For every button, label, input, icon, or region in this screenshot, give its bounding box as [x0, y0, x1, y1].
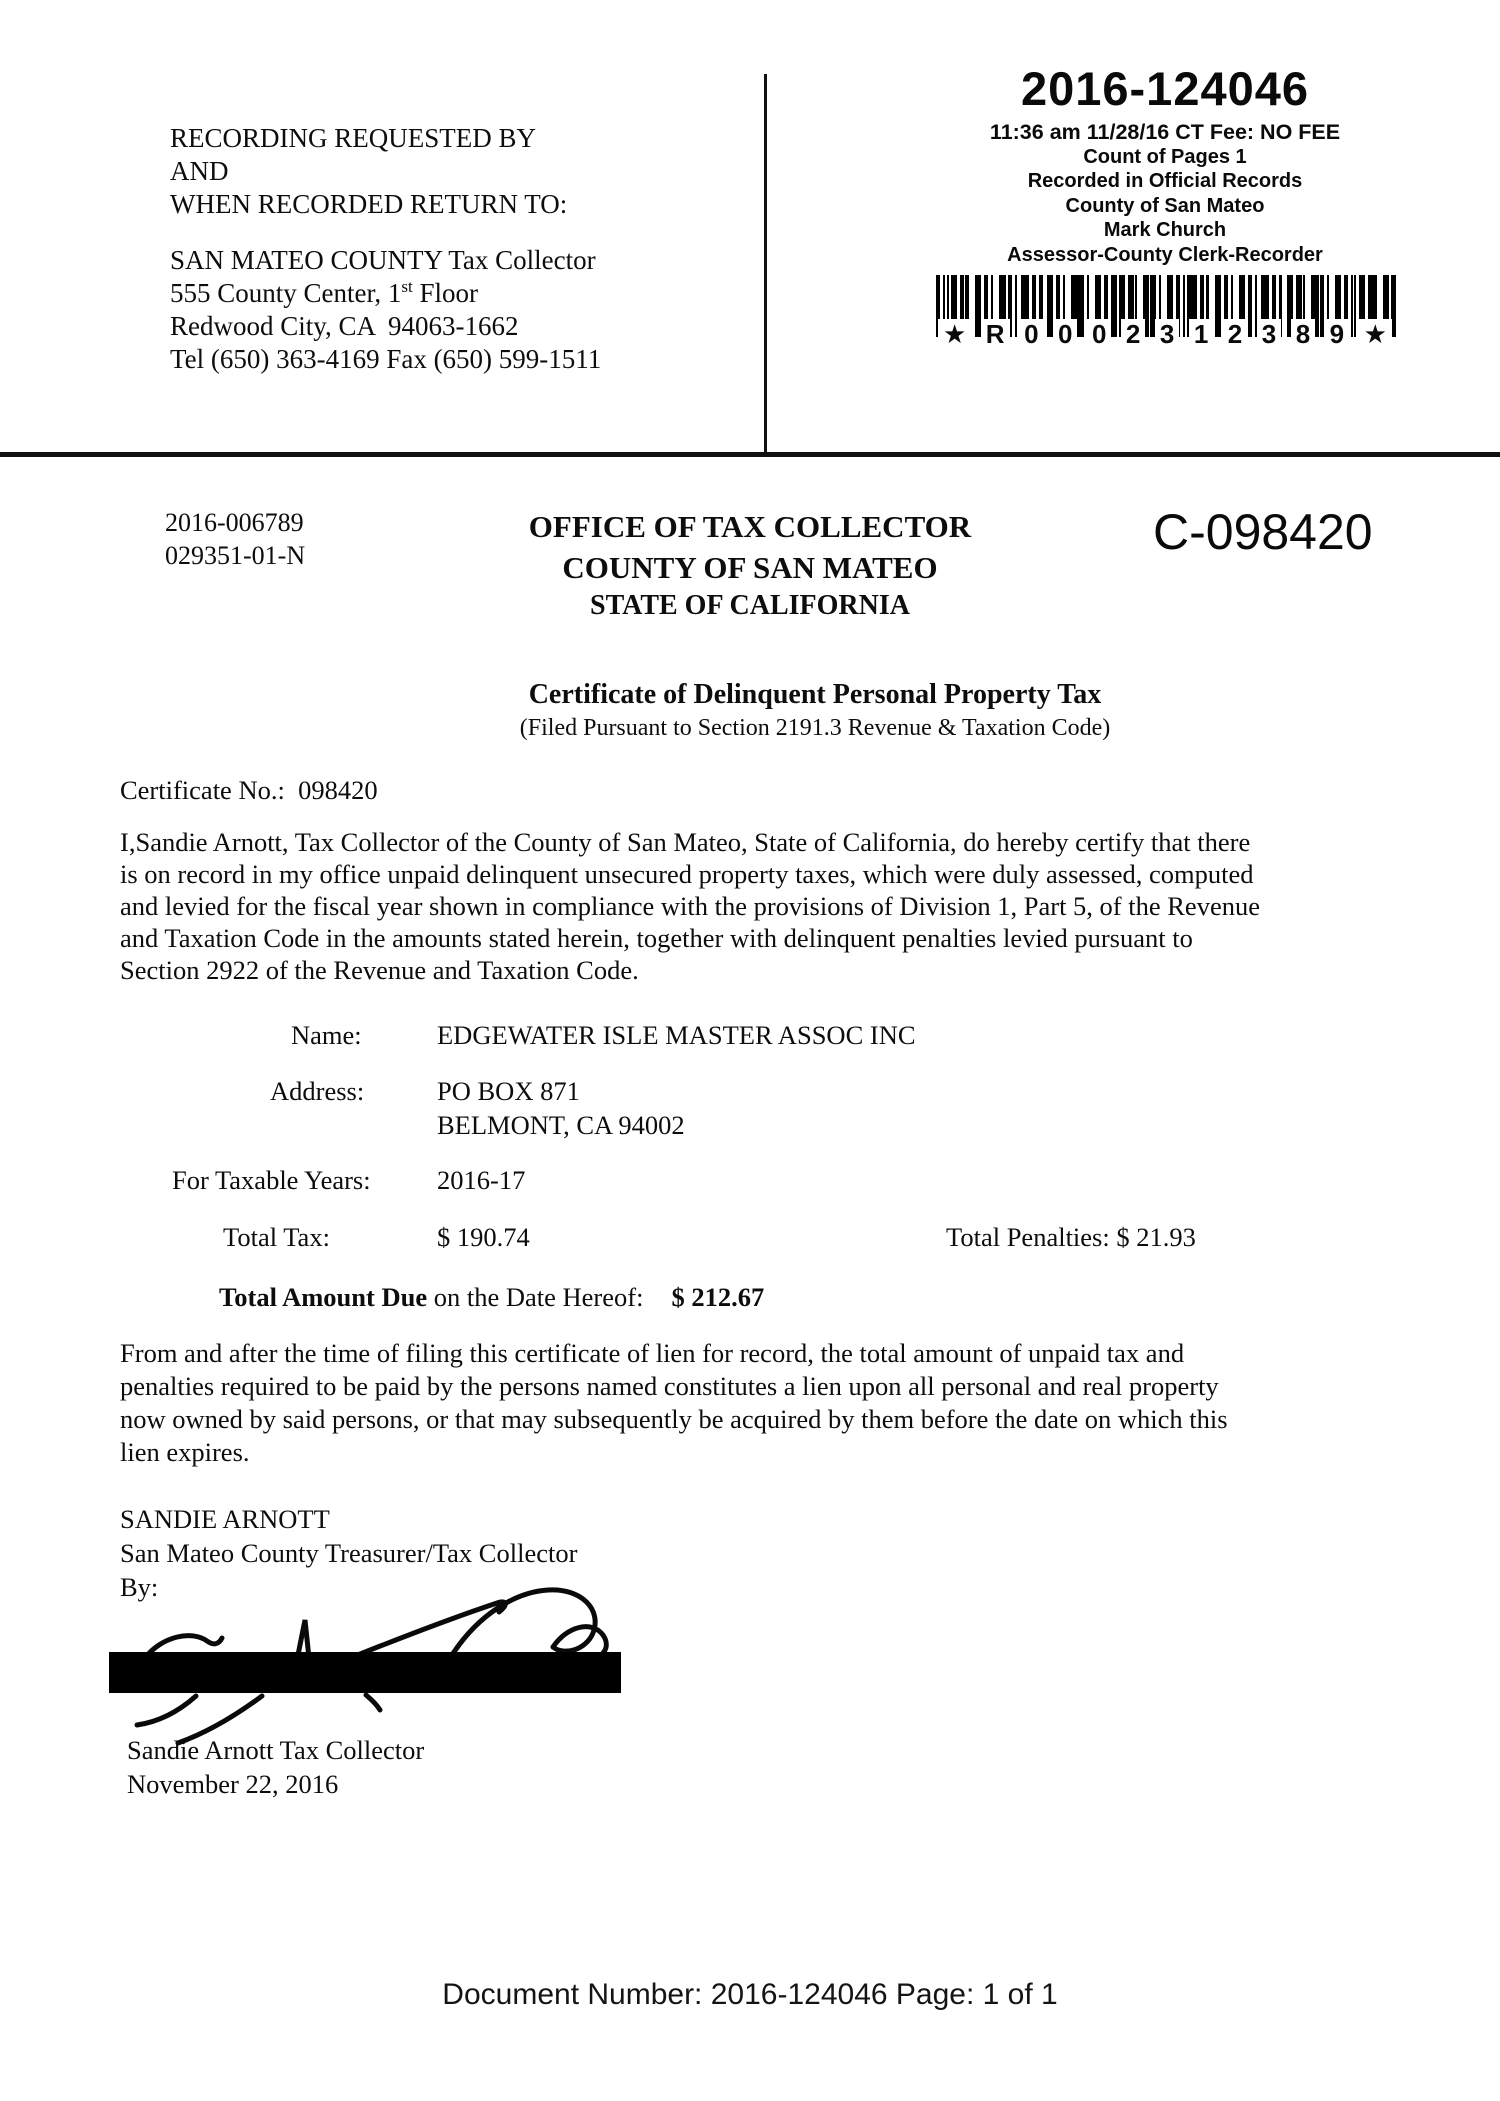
- case-number-block: [165, 506, 305, 572]
- barcode: [930, 275, 1400, 363]
- return-address-city: Redwood City, CA 94063-1662: [170, 311, 519, 341]
- paragraph-line: From and after the time of filing this certificate of lien for record, the total amount of unpaid tax and: [120, 1338, 1185, 1368]
- return-address-street: [170, 277, 601, 310]
- barcode-char: 1: [1189, 319, 1213, 349]
- stamp-line: Mark Church: [1103, 219, 1227, 241]
- signer-printed-name: Sandie Arnott Tax Collector: [127, 1735, 425, 1765]
- signature-date: November 22, 2016: [127, 1769, 339, 1799]
- total-tax-value: $ 190.74: [437, 1222, 530, 1252]
- certificate-title: Certificate of Delinquent Personal Property Tax: [528, 679, 1102, 710]
- paragraph-line: is on record in my office unpaid delinquent unsecured property taxes, which were duly assessed, computed: [120, 859, 1254, 889]
- certification-paragraph: [120, 826, 1420, 986]
- signatory-title: San Mateo County Treasurer/Tax Collector: [120, 1538, 578, 1568]
- request-line: WHEN RECORDED RETURN TO:: [170, 189, 568, 219]
- total-due-value: $ 212.67: [671, 1282, 765, 1312]
- return-address-block: [170, 122, 601, 376]
- barcode-char: 0: [1053, 319, 1077, 349]
- paragraph-line: lien expires.: [120, 1437, 250, 1467]
- request-line: RECORDING REQUESTED BY: [170, 123, 537, 153]
- lien-paragraph: [120, 1337, 1420, 1469]
- case-number-line: 2016-006789: [165, 508, 304, 537]
- name-label: Name:: [291, 1020, 362, 1050]
- taxable-years-label: For Taxable Years:: [172, 1165, 371, 1195]
- stamp-line: Assessor-County Clerk-Recorder: [1007, 243, 1323, 266]
- signatory-name: SANDIE ARNOTT: [120, 1504, 330, 1534]
- barcode-char: 3: [1257, 319, 1281, 349]
- paragraph-line: Section 2922 of the Revenue and Taxation Code.: [120, 955, 639, 985]
- paragraph-line: and Taxation Code in the amounts stated herein, together with delinquent penalties levied pursuant to: [120, 923, 1193, 953]
- document-footer: Document Number: 2016-124046 Page: 1 of 1: [442, 1978, 1058, 2011]
- paragraph-line: penalties required to be paid by the persons named constitutes a lien upon all personal and real property: [120, 1371, 1219, 1401]
- barcode-char: ★: [1359, 319, 1392, 349]
- street-text: Floor: [412, 278, 479, 308]
- stamp-line: County of San Mateo: [1065, 194, 1265, 217]
- certificate-title-block: [465, 678, 1165, 744]
- total-due-label-bold: Total Amount Due: [219, 1282, 428, 1312]
- barcode-char: 0: [1087, 319, 1111, 349]
- office-header-line: OFFICE OF TAX COLLECTOR: [528, 509, 972, 544]
- total-tax-label: Total Tax:: [223, 1222, 330, 1252]
- stamp-line: Recorded in Official Records: [1027, 170, 1303, 192]
- request-line: AND: [170, 156, 229, 186]
- street-text: 555 County Center, 1: [170, 278, 402, 308]
- barcode-char: R: [981, 319, 1010, 349]
- signature-redaction-bar: [109, 1652, 621, 1693]
- spacer: [170, 221, 601, 244]
- address-value-line2: BELMONT, CA 94002: [437, 1110, 685, 1140]
- address-label: Address:: [270, 1076, 365, 1106]
- certificate-ref-number: C-098420: [1153, 504, 1373, 560]
- certificate-subtitle: (Filed Pursuant to Section 2191.3 Revenue & Taxation Code): [519, 715, 1111, 741]
- name-value: EDGEWATER ISLE MASTER ASSOC INC: [437, 1020, 916, 1050]
- barcode-char: ★: [938, 319, 971, 349]
- paragraph-line: and levied for the fiscal year shown in compliance with the provisions of Division 1, Part 5, of the Revenue: [120, 891, 1260, 921]
- barcode-char: 0: [1019, 319, 1043, 349]
- street-ordinal-sup: st: [401, 277, 413, 296]
- paragraph-line: I,Sandie Arnott, Tax Collector of the County of San Mateo, State of California, do hereby certify that there: [120, 827, 1251, 857]
- stamp-line: Count of Pages 1: [1083, 145, 1247, 168]
- horizontal-rule: [0, 452, 1500, 457]
- total-amount-due-row: [219, 1282, 764, 1313]
- office-header-line: STATE OF CALIFORNIA: [590, 590, 910, 621]
- total-penalties: Total Penalties: $ 21.93: [946, 1222, 1196, 1252]
- stamp-line: 11:36 am 11/28/16 CT Fee: NO FEE: [989, 120, 1341, 144]
- barcode-char: 8: [1291, 319, 1315, 349]
- office-header-line: COUNTY OF SAN MATEO: [562, 550, 938, 585]
- stamp-detail-lines: [930, 120, 1400, 267]
- address-value-line1: PO BOX 871: [437, 1076, 580, 1106]
- barcode-char: 2: [1223, 319, 1247, 349]
- barcode-char: 3: [1155, 319, 1179, 349]
- recorded-doc-number: 2016-124046: [1020, 62, 1310, 115]
- barcode-text: [930, 319, 1400, 349]
- taxable-years-value: 2016-17: [437, 1165, 526, 1195]
- barcode-char: 9: [1325, 319, 1349, 349]
- office-header: [400, 506, 1100, 624]
- return-address-phone: Tel (650) 363-4169 Fax (650) 599-1511: [170, 344, 602, 374]
- recording-stamp: [930, 64, 1400, 363]
- total-due-label-rest: on the Date Hereof:: [427, 1282, 644, 1312]
- vertical-divider: [764, 74, 767, 452]
- certificate-number-line: Certificate No.: 098420: [120, 775, 378, 805]
- by-label: By:: [120, 1572, 159, 1602]
- barcode-char: 2: [1121, 319, 1145, 349]
- return-addressee: SAN MATEO COUNTY Tax Collector: [170, 245, 596, 275]
- case-number-line: 029351-01-N: [165, 541, 306, 570]
- paragraph-line: now owned by said persons, or that may subsequently be acquired by them before the date on which this: [120, 1404, 1228, 1434]
